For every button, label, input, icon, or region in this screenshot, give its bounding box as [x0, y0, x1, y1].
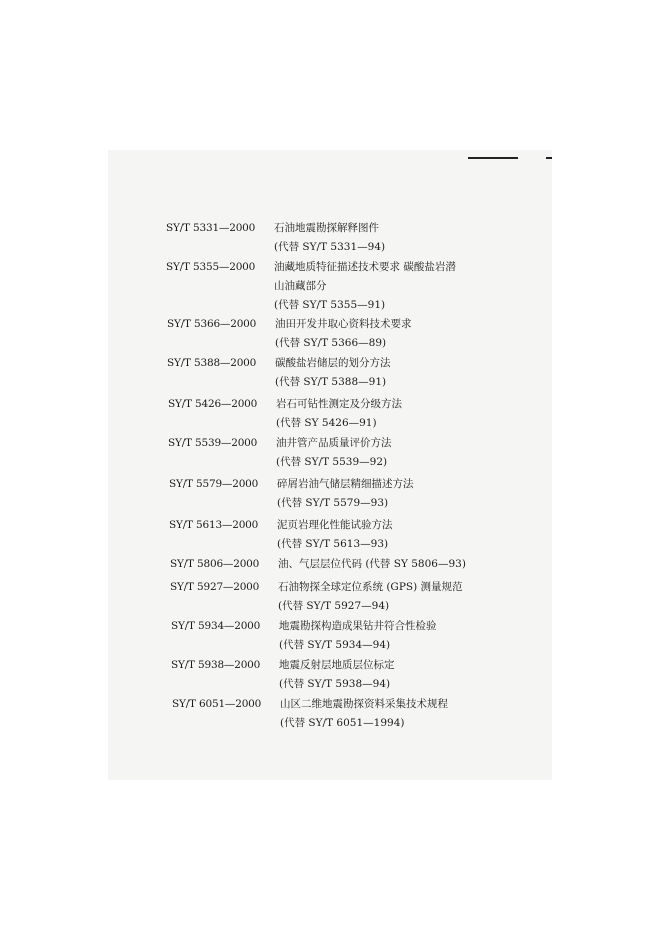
standard-code: SY/T 5426—2000 — [168, 398, 258, 410]
standard-description — [277, 516, 393, 554]
header-rule-mark — [546, 157, 552, 159]
description-line: 油、气层层位代码 (代替 SY 5806—93) — [278, 558, 466, 570]
standard-code: SY/T 5366—2000 — [167, 318, 257, 330]
standard-code: SY/T 5938—2000 — [171, 659, 261, 671]
replaces-note: (代替 SY/T 5366—89) — [275, 337, 387, 349]
description-line: 山区二维地震勘探资料采集技术规程 — [280, 698, 448, 710]
standard-description — [274, 258, 456, 315]
standard-description — [274, 219, 385, 257]
header-rule — [468, 157, 518, 159]
standard-code: SY/T 5579—2000 — [169, 478, 259, 490]
standard-code: SY/T 5539—2000 — [168, 437, 258, 449]
standard-description — [277, 475, 414, 513]
standard-description — [276, 395, 402, 433]
replaces-note: (代替 SY/T 5388—91) — [275, 376, 387, 388]
description-line: 泥页岩理化性能试验方法 — [277, 519, 393, 531]
standard-description — [275, 354, 391, 392]
replaces-note: (代替 SY/T 5927—94) — [278, 600, 390, 612]
standard-entry — [172, 695, 448, 733]
standard-entry — [171, 656, 395, 694]
standard-entry — [171, 617, 437, 655]
standard-entry — [168, 395, 402, 433]
standard-entry — [168, 434, 392, 472]
description-line: 油田开发井取心资料技术要求 — [275, 318, 412, 330]
standard-description — [279, 656, 395, 694]
replaces-note: (代替 SY/T 5539—92) — [276, 456, 388, 468]
replaces-note: (代替 SY/T 5934—94) — [279, 639, 391, 651]
standard-description — [278, 578, 463, 616]
standard-entry — [167, 354, 391, 392]
standard-description — [279, 617, 437, 655]
description-line: 岩石可钻性测定及分级方法 — [276, 398, 402, 410]
standard-entry — [169, 516, 393, 554]
replaces-note: (代替 SY/T 6051—1994) — [280, 717, 405, 729]
description-line: 石油地震勘探解释图件 — [274, 222, 379, 234]
standard-code: SY/T 5613—2000 — [169, 519, 259, 531]
standard-code: SY/T 6051—2000 — [172, 698, 262, 710]
standard-entry — [166, 258, 456, 315]
description-line: 油井管产品质量评价方法 — [276, 437, 392, 449]
description-line: 油藏地质特征描述技术要求 碳酸盐岩潜 — [274, 261, 456, 273]
standard-entry — [166, 219, 385, 257]
standard-description — [280, 695, 448, 733]
standard-code: SY/T 5355—2000 — [166, 261, 256, 273]
replaces-note: (代替 SY/T 5613—93) — [277, 538, 389, 550]
description-line: 碎屑岩油气储层精细描述方法 — [277, 478, 414, 490]
description-line: 碳酸盐岩储层的划分方法 — [275, 357, 391, 369]
standard-entry — [167, 315, 412, 353]
description-line: 地震勘探构造成果钻井符合性检验 — [279, 620, 437, 632]
standard-description — [276, 434, 392, 472]
description-line: 石油物探全球定位系统 (GPS) 测量规范 — [278, 581, 463, 593]
replaces-note: (代替 SY/T 5355—91) — [274, 299, 386, 311]
standard-code: SY/T 5934—2000 — [171, 620, 261, 632]
replaces-note: (代替 SY 5426—91) — [276, 417, 377, 429]
replaces-note: (代替 SY/T 5938—94) — [279, 678, 391, 690]
standard-description — [278, 555, 466, 574]
standard-code: SY/T 5806—2000 — [170, 558, 260, 570]
standard-description — [275, 315, 412, 353]
description-line: 山油藏部分 — [274, 280, 327, 292]
description-line: 地震反射层地质层位标定 — [279, 659, 395, 671]
replaces-note: (代替 SY/T 5579—93) — [277, 497, 389, 509]
standard-code: SY/T 5331—2000 — [166, 222, 256, 234]
standard-entry — [170, 555, 466, 574]
standard-code: SY/T 5927—2000 — [170, 581, 260, 593]
standard-code: SY/T 5388—2000 — [167, 357, 257, 369]
standard-entry — [169, 475, 414, 513]
standard-entry — [170, 578, 463, 616]
replaces-note: (代替 SY/T 5331—94) — [274, 241, 386, 253]
